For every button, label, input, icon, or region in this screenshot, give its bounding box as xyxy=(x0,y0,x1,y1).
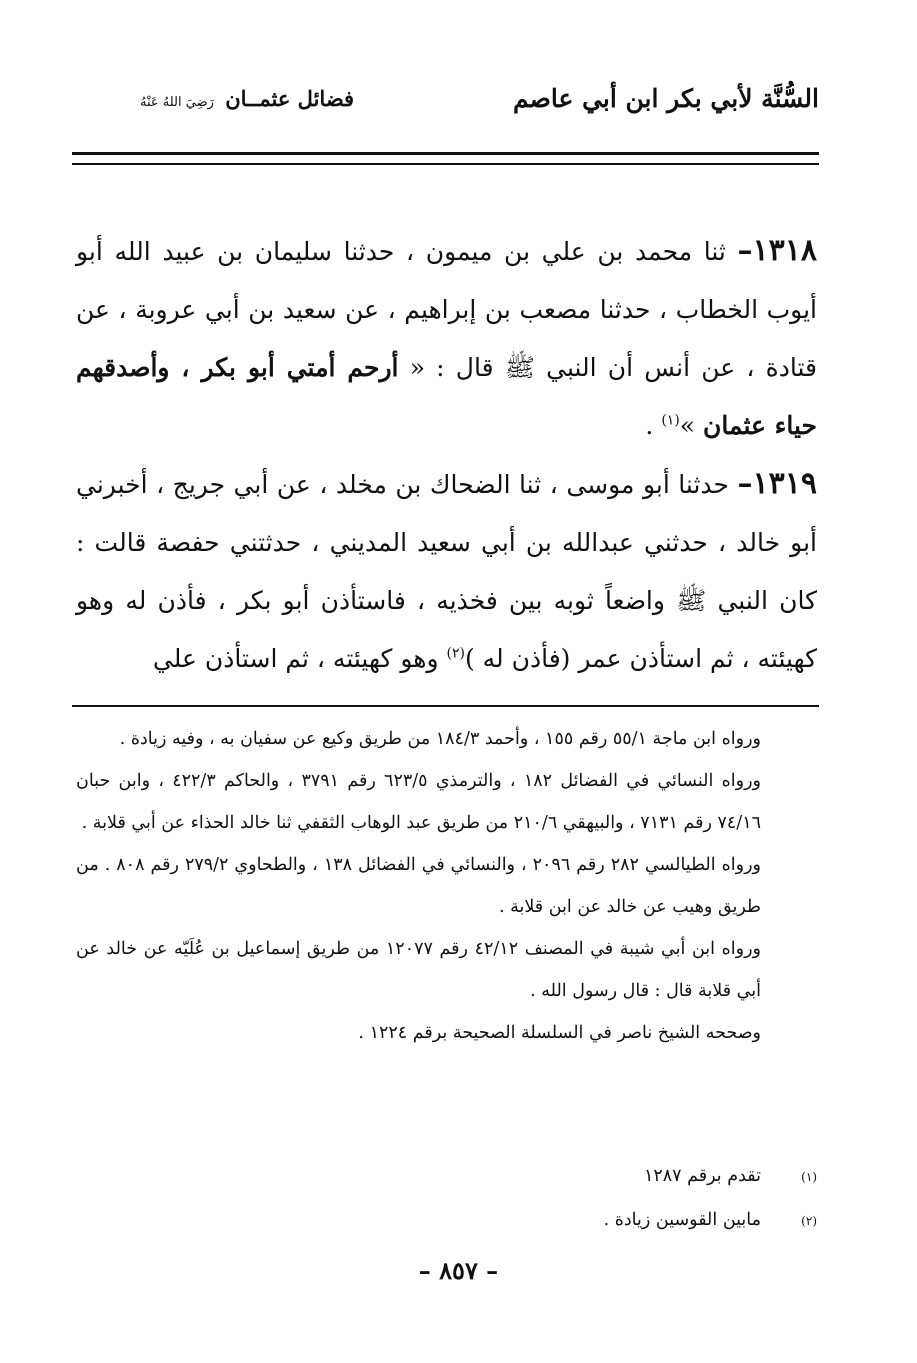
footnote-mark: (٢) xyxy=(801,1214,817,1228)
hadith-end: وهو كهيئته ، ثم استأذن علي xyxy=(152,644,447,673)
footnote-separator xyxy=(72,705,819,707)
main-text xyxy=(76,222,817,688)
hadith-quote: أرحم أمتي أبو بكر ، وأصدقهم حياء عثمان xyxy=(76,353,817,440)
hadith-text: ثنا محمد بن علي بن ميمون ، حدثنا سليمان بن عبيد الله أبو أيوب الخطاب ، حدثنا مصعب بن إبراهيم ، عن سعيد بن أبي عروبة ، عن قتادة ، عن أنس أن النبي ﷺ قال : « xyxy=(76,237,817,382)
page-number: – ٨٥٧ – xyxy=(418,1256,499,1285)
hadith-number: ١٣١٨ xyxy=(752,233,817,268)
footnote-text: مابين القوسين زيادة . xyxy=(603,1210,761,1230)
footnote-text: تقدم برقم ١٢٨٧ xyxy=(643,1166,761,1186)
note-paragraph: وصححه الشيخ ناصر في السلسلة الصحيحة برقم ١٢٢٤ . xyxy=(358,1023,761,1043)
note-paragraph: ورواه الطيالسي ٢٨٢ رقم ٢٠٩٦ ، والنسائي في الفضائل ١٣٨ ، والطحاوي ٢٧٩/٢ رقم ٨٠٨ . من طريق وهيب عن خالد عن ابن قلابة . xyxy=(76,855,762,917)
footnote-ref: (٢) xyxy=(446,645,465,662)
running-header xyxy=(140,78,819,118)
hadith-text: حدثنا أبو موسى ، ثنا الضحاك بن مخلد ، عن أبي جريج ، أخبرني أبو خالد ، حدثني عبدالله بن أبي سعيد المديني ، حدثتني حفصة قالت : كان النبي ﷺ واضعاً ثوبه بين فخذيه ، فاستأذن أبو بكر ، فأذن له وهو كهيئته ، ثم استأذن عمر (فأذن له ) xyxy=(76,470,818,673)
chapter-title: فضائل عثمــان xyxy=(225,85,355,111)
hadith-dash: – xyxy=(737,466,753,501)
note-paragraph: ورواه ابن أبي شيبة في المصنف ٤٢/١٢ رقم ١٢٠٧٧ من طريق إسماعيل بن عُلَيّه عن خالد عن أبي قلابة قال : قال رسول الله . xyxy=(76,939,762,1001)
hadith-number: ١٣١٩ xyxy=(752,466,817,501)
footnote-1 xyxy=(76,1155,817,1199)
hadith-dash: – xyxy=(737,233,753,268)
hadith-closing: » xyxy=(679,411,704,440)
takhrij-notes xyxy=(76,718,761,1054)
note-paragraph: ورواه ابن ماجة ٥٥/١ رقم ١٥٥ ، وأحمد ١٨٤/٣ من طريق وكيع عن سفيان به ، وفيه زيادة . xyxy=(119,729,761,749)
hadith-end: . xyxy=(645,411,662,440)
honorific-glyph: رَضِيَ اللهُ عَنْهُ xyxy=(140,94,214,110)
footnotes xyxy=(76,1155,817,1243)
hadith-1319 xyxy=(76,455,817,688)
hadith-1318 xyxy=(76,222,817,455)
header-rule-thick xyxy=(72,152,819,155)
footnote-2 xyxy=(76,1199,817,1243)
note-paragraph: ورواه النسائي في الفضائل ١٨٢ ، والترمذي ٦٢٣/٥ رقم ٣٧٩١ ، والحاكم ٤٢٢/٣ ، وابن حبان ٧٤/١٦ رقم ٧١٣١ ، والبيهقي ٢١٠/٦ من طريق عبد الوهاب الثقفي ثنا خالد الحذاء عن أبي قلابة . xyxy=(76,771,761,833)
book-title: السُّنَّة لأبي بكر ابن أبي عاصم xyxy=(512,83,819,113)
footnote-ref: (١) xyxy=(661,412,680,429)
header-rule-thin xyxy=(72,163,819,165)
chapter-title-group xyxy=(140,86,354,111)
footnote-mark: (١) xyxy=(801,1170,817,1184)
